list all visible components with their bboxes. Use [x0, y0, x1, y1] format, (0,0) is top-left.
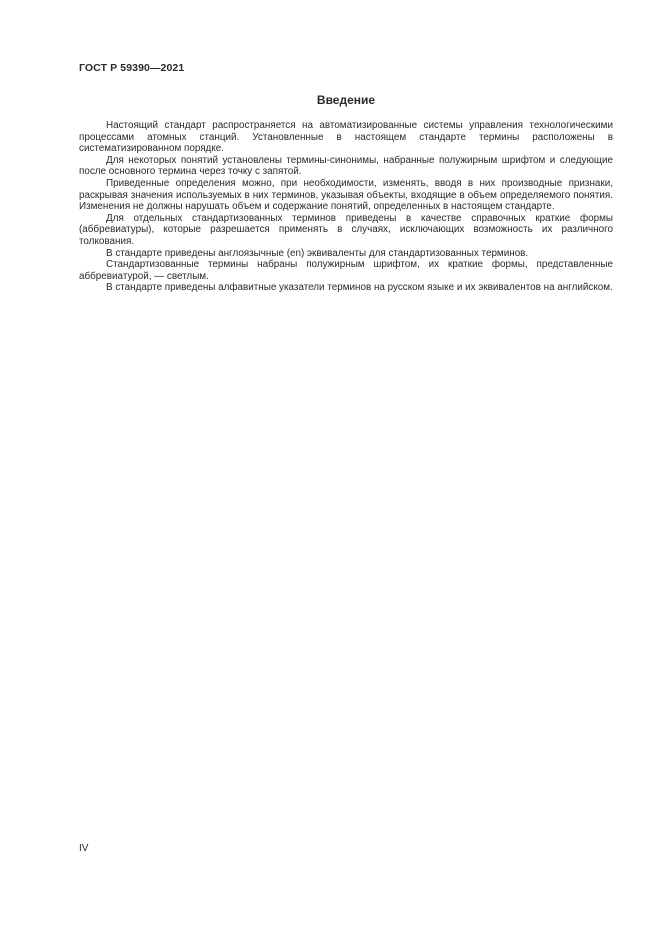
paragraph-typography: Стандартизованные термины набраны полужирным шрифтом, их краткие формы, представленные аббревиатурой, — светлым. [79, 259, 613, 282]
paragraph-abbreviations: Для отдельных стандартизованных терминов приведены в качестве справочных краткие формы (аббревиатуры), которые разрешается применять в случаях, исключающих возможность их различного толкования. [79, 212, 613, 247]
paragraph-synonyms: Для некоторых понятий установлены термины-синонимы, набранные полужирным шрифтом и следующие после основного термина через точку с запятой. [79, 154, 613, 178]
paragraph-definitions: Приведенные определения можно, при необходимости, изменять, вводя в них производные признаки, раскрывая значения используемых в них терминов, указывая объекты, входящие в объем определяемого понятия. Изменения не должны нарушать объем и содержание понятий, определенных в настоящем стандарте. [79, 177, 613, 213]
paragraph-indexes: В стандарте приведены алфавитные указатели терминов на русском языке и их эквивалентов на английском. [106, 282, 613, 294]
page-number: IV [79, 843, 89, 854]
paragraph-scope: Настоящий стандарт распространяется на автоматизированные системы управления технологическими процессами атомных станций. Установленные в настоящем стандарте термины расположены в систематизированном порядке. [79, 120, 613, 155]
introduction-body [79, 120, 613, 294]
paragraph-english-equivalents: В стандарте приведены англоязычные (en) эквиваленты для стандартизованных терминов. [106, 247, 529, 259]
document-code: ГОСТ Р 59390—2021 [79, 62, 185, 74]
section-title: Введение [316, 93, 376, 107]
